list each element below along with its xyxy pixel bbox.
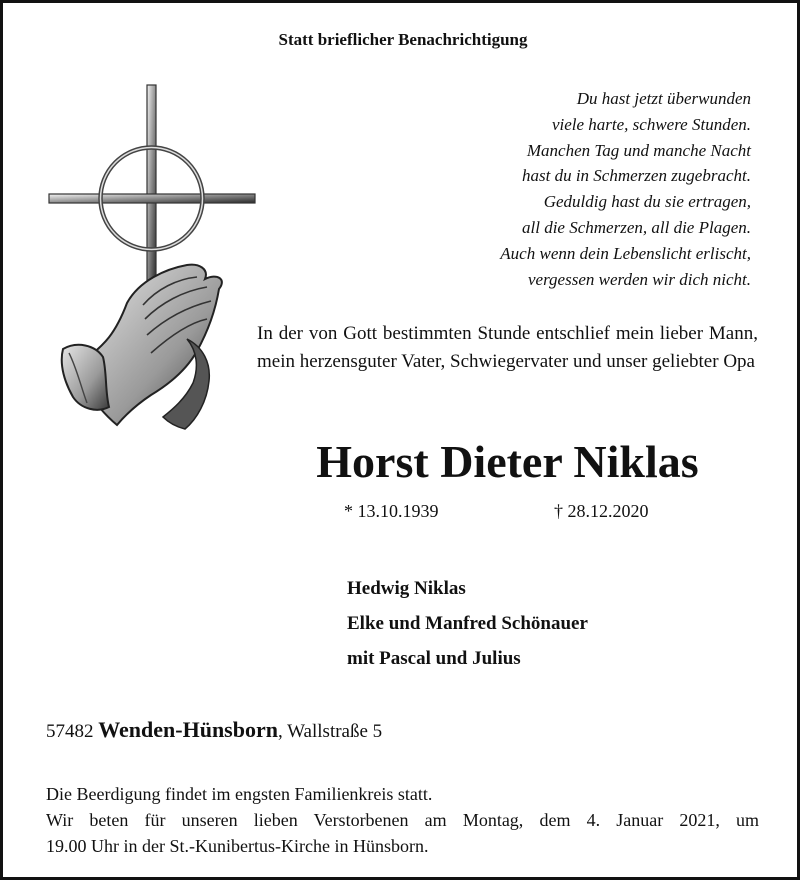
poem-line: Manchen Tag und manche Nacht [526, 140, 751, 160]
funeral-info-line: Die Beerdigung findet im engsten Familienkreis statt. [46, 784, 433, 804]
death-date: † 28.12.2020 [554, 501, 649, 521]
funeral-info [46, 781, 759, 859]
city: Wenden-Hünsborn [98, 717, 278, 742]
poem-line: vergessen werden wir dich nicht. [527, 269, 751, 289]
poem-line: Auch wenn dein Lebenslicht erlischt, [500, 243, 751, 263]
poem-line: all die Schmerzen, all die Plagen. [522, 217, 751, 237]
funeral-info-line: 19.00 Uhr in der St.-Kunibertus-Kirche in Hünsborn. [46, 836, 429, 856]
intro-text: In der von Gott bestimmten Stunde entschlief mein lieber Mann, mein herzensguter Vater, Schwiegervater und unser geliebter Opa [257, 323, 758, 372]
street: , Wallstraße 5 [277, 721, 383, 742]
cross-with-praying-hands-icon [47, 83, 257, 438]
address [46, 717, 382, 743]
poem-line: Du hast jetzt überwunden [576, 89, 751, 108]
poem [391, 86, 751, 292]
family-line: Hedwig Niklas [347, 578, 466, 599]
poem-line: Geduldig hast du sie ertragen, [543, 192, 751, 212]
family-line: mit Pascal und Julius [347, 648, 521, 669]
birth-date: * 13.10.1939 [344, 501, 439, 521]
funeral-info-line: Wir beten für unseren lieben Verstorbenen am Montag, dem 4. Januar 2021, um [46, 810, 759, 830]
notice-header: Statt brieflicher Benachrichtigung [278, 30, 528, 49]
postal-code: 57482 [46, 721, 94, 742]
deceased-name: Horst Dieter Niklas [316, 436, 699, 487]
family-signatures [347, 571, 588, 676]
poem-line: viele harte, schwere Stunden. [551, 114, 751, 134]
poem-line: hast du in Schmerzen zugebracht. [521, 166, 751, 186]
family-line: Elke und Manfred Schönauer [347, 613, 588, 634]
